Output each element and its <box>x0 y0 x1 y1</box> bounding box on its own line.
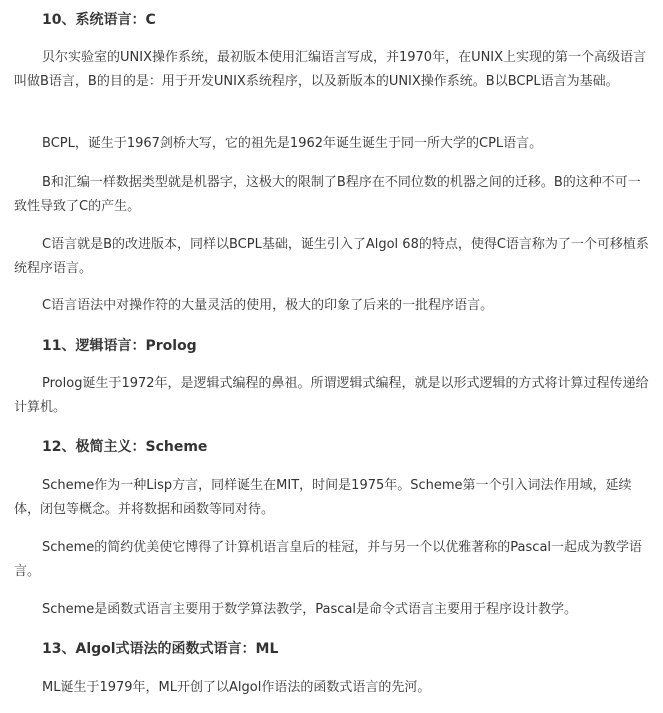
section-heading-c: 10、系统语言：C <box>42 12 156 28</box>
section-heading-scheme: 12、极简主义：Scheme <box>42 439 208 455</box>
section-heading-prolog: 11、逻辑语言：Prolog <box>42 338 197 354</box>
paragraph-scheme-pascal: Scheme是函数式语言主要用于数学算法教学，Pascal是命令式语言主要用于程序设计教学。 <box>42 602 578 617</box>
paragraph-c-improved-b: C语言就是B的改进版本，同样以BCPL基础，诞生引入了Algol 68的特点，使得C语言称为了一个可移植系统程序语言。 <box>14 237 649 276</box>
paragraph-scheme-lisp: Scheme作为一种Lisp方言，同样诞生在MIT，时间是1975年。Scheme第一个引入词法作用域，延续体，闭包等概念。并将数据和函数等同对待。 <box>14 478 632 517</box>
paragraph-b-machine-word: B和汇编一样数据类型就是机器字，这极大的限制了B程序在不同位数的机器之间的迁移。B的这种不可一致性导致了C的产生。 <box>14 175 641 214</box>
paragraph-bcpl: BCPL，诞生于1967剑桥大写，它的祖先是1962年诞生诞生于同一所大学的CPL语言。 <box>42 136 543 151</box>
section-heading-ml: 13、Algol式语法的函数式语言：ML <box>42 641 279 657</box>
paragraph-prolog: Prolog诞生于1972年，是逻辑式编程的鼻祖。所谓逻辑式编程，就是以形式逻辑的方式将计算过程传递给计算机。 <box>14 376 649 415</box>
paragraph-c-operators: C语言语法中对操作符的大量灵活的使用，极大的印象了后来的一批程序语言。 <box>42 298 494 313</box>
paragraph-unix-b-language: 贝尔实验室的UNIX操作系统，最初版本使用汇编语言写成，并1970年，在UNIX上实现的第一个高级语言叫做B语言，B的目的是：用于开发UNIX系统程序，以及新版本的UNIX操作系统。B以BCPL语言为基础。 <box>14 50 647 89</box>
paragraph-scheme-queen: Scheme的简约优美使它博得了计算机语言皇后的桂冠，并与另一个以优雅著称的Pascal一起成为教学语言。 <box>14 540 643 579</box>
paragraph-ml: ML诞生于1979年，ML开创了以Algol作语法的函数式语言的先河。 <box>42 680 431 695</box>
